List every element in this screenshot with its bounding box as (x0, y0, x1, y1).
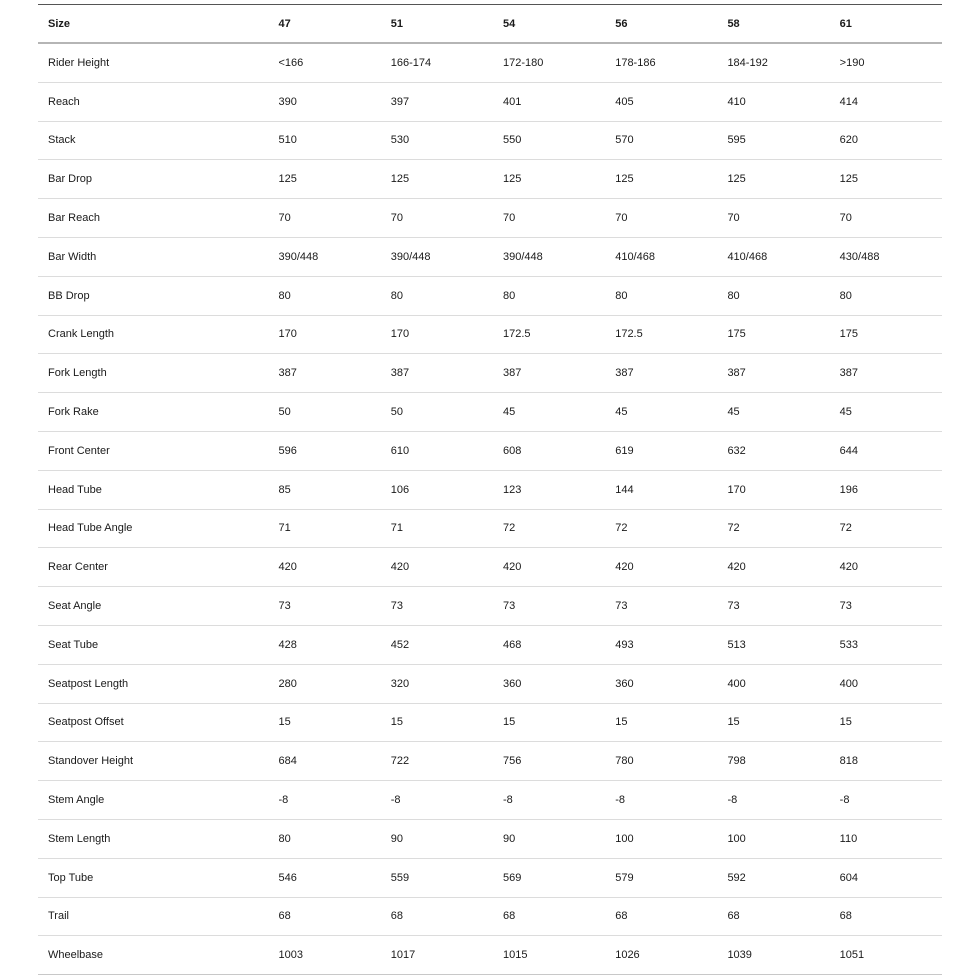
row-label: Seatpost Length (38, 664, 269, 703)
table-cell: 68 (605, 897, 717, 936)
row-label: Reach (38, 82, 269, 121)
table-cell: 70 (830, 199, 942, 238)
table-cell: 722 (381, 742, 493, 781)
table-cell: 360 (605, 664, 717, 703)
table-cell: 387 (493, 354, 605, 393)
table-cell: 71 (381, 509, 493, 548)
table-row (38, 897, 942, 936)
table-cell: 410 (717, 82, 829, 121)
table-cell: 72 (830, 509, 942, 548)
table-cell: 100 (605, 819, 717, 858)
header-size-label: Size (38, 5, 269, 44)
table-cell: 80 (605, 276, 717, 315)
header-size-58: 58 (717, 5, 829, 44)
table-cell: 45 (717, 393, 829, 432)
row-label: Crank Length (38, 315, 269, 354)
table-cell: 73 (269, 587, 381, 626)
table-row (38, 781, 942, 820)
table-cell: 178-186 (605, 43, 717, 82)
geometry-table (38, 4, 942, 975)
table-cell: 175 (717, 315, 829, 354)
table-row (38, 82, 942, 121)
table-row (38, 160, 942, 199)
table-cell: 196 (830, 470, 942, 509)
table-cell: 546 (269, 858, 381, 897)
row-label: Head Tube (38, 470, 269, 509)
table-cell: 70 (717, 199, 829, 238)
header-size-47: 47 (269, 5, 381, 44)
table-cell: 420 (269, 548, 381, 587)
table-cell: 172-180 (493, 43, 605, 82)
table-cell: 430/488 (830, 237, 942, 276)
table-row (38, 587, 942, 626)
table-row (38, 43, 942, 82)
table-row (38, 703, 942, 742)
table-cell: 15 (381, 703, 493, 742)
table-cell: 172.5 (493, 315, 605, 354)
table-cell: 100 (717, 819, 829, 858)
table-cell: -8 (381, 781, 493, 820)
table-cell: 420 (605, 548, 717, 587)
table-cell: 15 (605, 703, 717, 742)
table-cell: 68 (717, 897, 829, 936)
table-cell: 166-174 (381, 43, 493, 82)
table-cell: 184-192 (717, 43, 829, 82)
table-cell: 50 (269, 393, 381, 432)
table-cell: 73 (605, 587, 717, 626)
header-row (38, 5, 942, 44)
table-cell: 390/448 (381, 237, 493, 276)
row-label: Stack (38, 121, 269, 160)
table-cell: 15 (830, 703, 942, 742)
table-cell: 125 (493, 160, 605, 199)
table-cell: 1003 (269, 936, 381, 975)
table-cell: 106 (381, 470, 493, 509)
table-cell: 175 (830, 315, 942, 354)
table-cell: 579 (605, 858, 717, 897)
table-cell: 144 (605, 470, 717, 509)
table-cell: 592 (717, 858, 829, 897)
table-cell: 80 (493, 276, 605, 315)
table-cell: 644 (830, 431, 942, 470)
table-cell: 780 (605, 742, 717, 781)
table-cell: 559 (381, 858, 493, 897)
row-label: Bar Width (38, 237, 269, 276)
table-cell: 390/448 (493, 237, 605, 276)
table-cell: 45 (830, 393, 942, 432)
table-cell: -8 (493, 781, 605, 820)
table-cell: 71 (269, 509, 381, 548)
row-label: Top Tube (38, 858, 269, 897)
table-cell: 397 (381, 82, 493, 121)
table-cell: 50 (381, 393, 493, 432)
table-cell: 172.5 (605, 315, 717, 354)
table-cell: 632 (717, 431, 829, 470)
table-row (38, 509, 942, 548)
table-row (38, 470, 942, 509)
table-cell: >190 (830, 43, 942, 82)
table-cell: 1026 (605, 936, 717, 975)
row-label: Standover Height (38, 742, 269, 781)
table-cell: <166 (269, 43, 381, 82)
table-cell: 468 (493, 625, 605, 664)
row-label: Seatpost Offset (38, 703, 269, 742)
table-row (38, 237, 942, 276)
table-cell: 756 (493, 742, 605, 781)
table-cell: 110 (830, 819, 942, 858)
table-cell: 1015 (493, 936, 605, 975)
table-cell: 420 (830, 548, 942, 587)
table-cell: 80 (269, 276, 381, 315)
row-label: Trail (38, 897, 269, 936)
table-cell: 428 (269, 625, 381, 664)
table-row (38, 315, 942, 354)
table-cell: 15 (717, 703, 829, 742)
table-cell: 1017 (381, 936, 493, 975)
table-cell: 170 (269, 315, 381, 354)
table-cell: 80 (381, 276, 493, 315)
row-label: Head Tube Angle (38, 509, 269, 548)
table-cell: 513 (717, 625, 829, 664)
table-cell: -8 (717, 781, 829, 820)
table-cell: 387 (717, 354, 829, 393)
table-cell: 360 (493, 664, 605, 703)
table-cell: 798 (717, 742, 829, 781)
table-cell: 390/448 (269, 237, 381, 276)
row-label: Front Center (38, 431, 269, 470)
row-label: Wheelbase (38, 936, 269, 975)
table-cell: 85 (269, 470, 381, 509)
table-cell: 68 (830, 897, 942, 936)
table-cell: 73 (493, 587, 605, 626)
table-cell: 414 (830, 82, 942, 121)
table-cell: 123 (493, 470, 605, 509)
table-cell: -8 (605, 781, 717, 820)
table-cell: 390 (269, 82, 381, 121)
table-cell: 1039 (717, 936, 829, 975)
table-cell: 170 (381, 315, 493, 354)
header-size-56: 56 (605, 5, 717, 44)
table-cell: 420 (493, 548, 605, 587)
row-label: Stem Length (38, 819, 269, 858)
table-row (38, 858, 942, 897)
table-cell: 530 (381, 121, 493, 160)
table-cell: 387 (605, 354, 717, 393)
table-cell: 510 (269, 121, 381, 160)
table-cell: 125 (717, 160, 829, 199)
table-cell: 45 (493, 393, 605, 432)
header-size-54: 54 (493, 5, 605, 44)
table-cell: 90 (493, 819, 605, 858)
table-cell: 818 (830, 742, 942, 781)
row-label: Bar Reach (38, 199, 269, 238)
table-cell: 72 (717, 509, 829, 548)
table-cell: 400 (830, 664, 942, 703)
table-cell: 70 (493, 199, 605, 238)
table-cell: 68 (381, 897, 493, 936)
table-cell: 280 (269, 664, 381, 703)
table-body (38, 43, 942, 975)
table-cell: 410/468 (717, 237, 829, 276)
table-cell: 550 (493, 121, 605, 160)
table-cell: 125 (381, 160, 493, 199)
table-cell: 68 (493, 897, 605, 936)
row-label: Seat Tube (38, 625, 269, 664)
table-cell: 125 (830, 160, 942, 199)
table-cell: 15 (269, 703, 381, 742)
row-label: Rider Height (38, 43, 269, 82)
table-cell: 401 (493, 82, 605, 121)
row-label: Bar Drop (38, 160, 269, 199)
row-label: Stem Angle (38, 781, 269, 820)
table-cell: 420 (717, 548, 829, 587)
table-cell: 569 (493, 858, 605, 897)
table-cell: 45 (605, 393, 717, 432)
table-cell: 387 (269, 354, 381, 393)
table-row (38, 121, 942, 160)
row-label: Fork Length (38, 354, 269, 393)
row-label: BB Drop (38, 276, 269, 315)
table-cell: 608 (493, 431, 605, 470)
table-cell: 595 (717, 121, 829, 160)
table-cell: 619 (605, 431, 717, 470)
table-cell: 604 (830, 858, 942, 897)
table-row (38, 625, 942, 664)
table-cell: 533 (830, 625, 942, 664)
table-cell: 73 (717, 587, 829, 626)
table-cell: 15 (493, 703, 605, 742)
header-size-61: 61 (830, 5, 942, 44)
table-row (38, 393, 942, 432)
table-cell: 170 (717, 470, 829, 509)
table-cell: 620 (830, 121, 942, 160)
table-cell: -8 (269, 781, 381, 820)
table-header (38, 5, 942, 44)
table-row (38, 276, 942, 315)
table-cell: 73 (381, 587, 493, 626)
table-cell: 90 (381, 819, 493, 858)
table-cell: 73 (830, 587, 942, 626)
table-cell: 387 (830, 354, 942, 393)
table-row (38, 936, 942, 975)
table-row (38, 664, 942, 703)
table-cell: 596 (269, 431, 381, 470)
table-cell: 493 (605, 625, 717, 664)
table-cell: 125 (269, 160, 381, 199)
table-row (38, 431, 942, 470)
table-cell: 610 (381, 431, 493, 470)
table-cell: 125 (605, 160, 717, 199)
table-cell: 72 (493, 509, 605, 548)
table-cell: 320 (381, 664, 493, 703)
table-cell: 1051 (830, 936, 942, 975)
table-cell: 70 (605, 199, 717, 238)
table-cell: 70 (269, 199, 381, 238)
table-row (38, 819, 942, 858)
table-row (38, 354, 942, 393)
table-cell: 72 (605, 509, 717, 548)
row-label: Fork Rake (38, 393, 269, 432)
table-cell: 420 (381, 548, 493, 587)
table-cell: 80 (830, 276, 942, 315)
row-label: Seat Angle (38, 587, 269, 626)
table-cell: 684 (269, 742, 381, 781)
table-cell: 70 (381, 199, 493, 238)
table-cell: 452 (381, 625, 493, 664)
table-cell: 570 (605, 121, 717, 160)
table-cell: 400 (717, 664, 829, 703)
table-cell: 80 (717, 276, 829, 315)
table-row (38, 199, 942, 238)
table-cell: 387 (381, 354, 493, 393)
table-row (38, 742, 942, 781)
table-cell: 405 (605, 82, 717, 121)
header-size-51: 51 (381, 5, 493, 44)
table-cell: 68 (269, 897, 381, 936)
table-row (38, 548, 942, 587)
table-cell: -8 (830, 781, 942, 820)
row-label: Rear Center (38, 548, 269, 587)
table-cell: 80 (269, 819, 381, 858)
table-cell: 410/468 (605, 237, 717, 276)
